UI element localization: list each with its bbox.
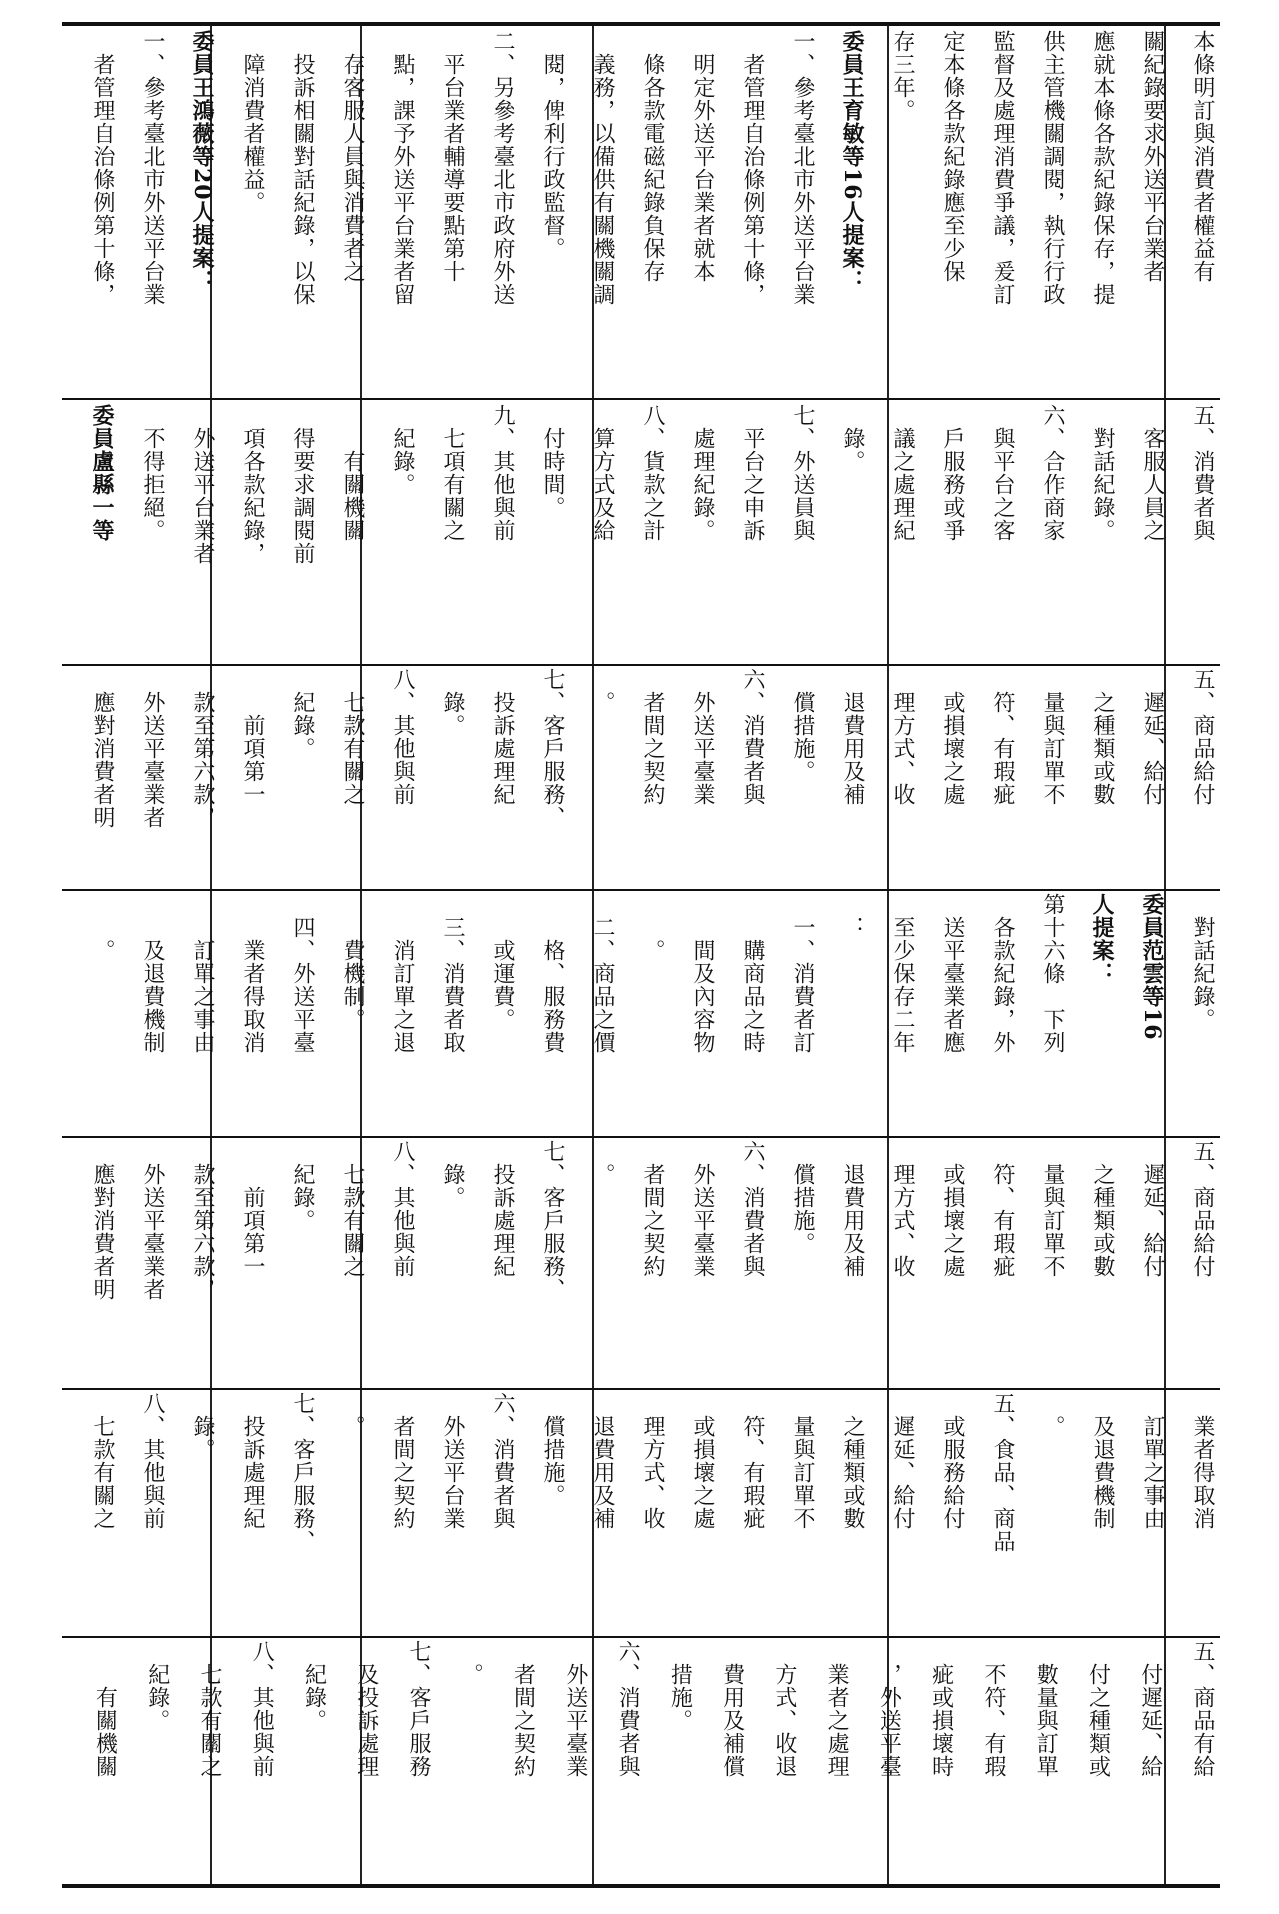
text-line: 委員范雲等16 (1139, 893, 1165, 1041)
text-line: 量與訂單不 (790, 1392, 815, 1530)
text-line: 消訂單之退 (390, 893, 415, 1054)
text-line: 者管理自治條例第十條， (740, 30, 765, 306)
row-separator (62, 664, 1220, 666)
text-line: 五、商品給付 (1190, 1140, 1215, 1278)
text-line: 不符、有瑕 (980, 1640, 1006, 1778)
text-line: 款至第六款， (190, 1140, 215, 1301)
text-line: 六、消費者與 (615, 1640, 641, 1778)
text-line: 或損壞之處 (940, 668, 965, 806)
text-line: 符、有瑕疵 (990, 1140, 1015, 1278)
text-line: 各款紀錄，外 (990, 893, 1015, 1054)
text-line: 者管理自治條例第十條， (90, 30, 115, 306)
text-line: 八、其他與前 (390, 1140, 415, 1278)
text-line: 應就本條各款紀錄保存，提 (1090, 30, 1115, 306)
text-line: 供主管機關調閱，執行行政 (1040, 30, 1065, 306)
text-line: 關紀錄要求外送平台業者 (1140, 30, 1165, 283)
text-line: 錄。 (440, 668, 465, 737)
text-line: ： (840, 893, 865, 939)
text-line: 七款有關之 (340, 1140, 365, 1278)
text-line: 六、消費者與 (490, 1392, 515, 1530)
text-line: 一、參考臺北市外送平台業 (140, 30, 165, 306)
text-line: 退費用及補 (590, 1392, 615, 1530)
text-line: 理方式、收 (640, 1392, 665, 1530)
text-line: 或損壞之處 (690, 1392, 715, 1530)
text-line: 不得拒絕。 (140, 404, 165, 542)
text-line: 應對消費者明 (90, 1140, 115, 1301)
text-line: 款至第六款， (190, 668, 215, 829)
text-line: 。 (458, 1640, 484, 1686)
row-separator (62, 398, 1220, 400)
text-line: 五、商品有給 (1190, 1640, 1215, 1778)
row-separator (62, 1136, 1220, 1138)
text-line: 業者得取消 (1190, 1392, 1215, 1530)
text-line: 七、客戶服務、 (540, 1140, 565, 1301)
text-line: 者間之契約 (510, 1640, 536, 1778)
text-line: 送平臺業者應 (940, 893, 965, 1054)
table-column-5 (62, 404, 1217, 662)
table-column-1 (62, 1392, 1217, 1618)
table-column-2 (62, 1140, 1217, 1360)
text-line: 措施。 (667, 1640, 693, 1732)
text-line: 之種類或數 (1090, 668, 1115, 806)
text-line: 及退費機制 (140, 893, 165, 1054)
text-line: 定本條各款紀錄應至少保 (940, 30, 965, 283)
text-line: 償措施。 (790, 1140, 815, 1255)
text-line: 外送平臺業者 (140, 1140, 165, 1301)
text-line: 八、其他與前 (140, 1392, 165, 1530)
text-line: 有關機關 (92, 1640, 118, 1778)
text-line: 紀錄。 (290, 668, 315, 760)
text-line: 業者之處理 (824, 1640, 850, 1778)
text-line: 二、商品之價 (590, 893, 615, 1054)
text-line: 。 (590, 1140, 615, 1186)
text-line: 對話紀錄。 (1090, 404, 1115, 542)
text-line: 費用及補償 (719, 1640, 745, 1778)
text-line: 障消費者權益。 (240, 30, 265, 214)
text-line: 錄。 (840, 404, 865, 473)
text-line: 退費用及補 (840, 1140, 865, 1278)
text-line: 對話紀錄。 (1190, 893, 1215, 1031)
text-line: 理方式、收 (890, 1140, 915, 1278)
text-line: 償措施。 (790, 668, 815, 783)
text-line: 投訴處理紀 (490, 1140, 515, 1278)
text-line: 者間之契約 (640, 1140, 665, 1278)
text-line: 八、其他與前 (390, 668, 415, 806)
text-line: 紀錄。 (290, 1140, 315, 1232)
text-line: 七、客戶服務、 (540, 668, 565, 829)
text-line: 與平台之客 (990, 404, 1015, 542)
text-line: 付遲延、給 (1137, 1640, 1163, 1778)
text-line: 付之種類或 (1085, 1640, 1111, 1778)
text-line: 點，課予外送平台業者留 (390, 30, 415, 306)
text-line: 五、食品、商品 (990, 1392, 1015, 1553)
text-line: 三、消費者取 (440, 893, 465, 1054)
text-line: 九、其他與前 (490, 404, 515, 542)
row-separator (62, 1388, 1220, 1390)
text-line: 錄。 (190, 1392, 215, 1461)
text-line: 或損壞之處 (940, 1140, 965, 1278)
text-line: 前項第一 (240, 668, 265, 806)
text-line: 之種類或數 (840, 1392, 865, 1530)
text-line: 外送平台業 (440, 1392, 465, 1530)
text-line: 六、消費者與 (740, 1140, 765, 1278)
text-line: 償措施。 (540, 1392, 565, 1507)
text-line: 投訴處理紀 (240, 1392, 265, 1530)
text-line: 紀錄。 (144, 1640, 170, 1732)
text-line: 前項第一 (240, 1140, 265, 1278)
text-line: 間及內容物 (690, 893, 715, 1054)
text-line: 投訴處理紀 (490, 668, 515, 806)
text-line: 八、其他與前 (249, 1640, 275, 1778)
table-column-0 (62, 1640, 1217, 1880)
text-line: 至少保存二年 (890, 893, 915, 1054)
text-line: 七、外送員與 (790, 404, 815, 542)
text-line: 量與訂單不 (1040, 1140, 1065, 1278)
text-line: 格、服務費 (540, 893, 565, 1054)
text-line: 一、消費者訂 (790, 893, 815, 1054)
text-line: 數量與訂單 (1033, 1640, 1059, 1778)
text-line: 外送平台業者 (190, 404, 215, 565)
text-line: 存客服人員與消費者之 (340, 30, 365, 283)
text-line: 或服務給付 (940, 1392, 965, 1530)
text-line: 遲延、給付 (1140, 1140, 1165, 1278)
text-line: 退費用及補 (840, 668, 865, 806)
text-line: 符、有瑕疵 (990, 668, 1015, 806)
text-line: 七項有關之 (440, 404, 465, 542)
text-line: 項各款紀錄， (240, 404, 265, 565)
text-line: 六、消費者與 (740, 668, 765, 806)
text-line: 五、商品給付 (1190, 668, 1215, 806)
text-line: 議之處理紀 (890, 404, 915, 542)
text-line: 平台之申訴 (740, 404, 765, 542)
text-line: 七、客戶服務 (406, 1640, 432, 1778)
text-line: 七款有關之 (196, 1640, 222, 1778)
row-separator (62, 1636, 1220, 1638)
text-line: 外送平臺業 (690, 1140, 715, 1278)
text-line: 處理紀錄。 (690, 404, 715, 542)
text-line: 外送平臺業 (562, 1640, 588, 1778)
table-column-4 (62, 668, 1217, 888)
text-line: 義務，以備供有關機關調 (590, 30, 615, 306)
text-line: 五、消費者與 (1190, 404, 1215, 542)
text-line: 者間之契約 (390, 1392, 415, 1530)
text-line: 明定外送平台業者就本 (690, 30, 715, 283)
text-line: 委員王鴻薇等20人提案： (189, 30, 215, 293)
text-line: 條各款電磁紀錄負保存 (640, 30, 665, 283)
text-line: 六、合作商家 (1040, 404, 1065, 542)
text-line: 符、有瑕疵 (740, 1392, 765, 1530)
row-separator (62, 889, 1220, 891)
text-line: 者間之契約 (640, 668, 665, 806)
text-line: 付時間。 (540, 404, 565, 519)
text-line: 或運費。 (490, 893, 515, 1031)
text-line: 監督及處理消費爭議，爰訂 (990, 30, 1015, 306)
text-line: 一、參考臺北市外送平台業 (790, 30, 815, 306)
text-line: 七款有關之 (90, 1392, 115, 1530)
text-line: 錄。 (440, 1140, 465, 1209)
text-line: 之種類或數 (1090, 1140, 1115, 1278)
text-line: 七、客戶服務、 (290, 1392, 315, 1553)
text-line: 外送平臺業 (690, 668, 715, 806)
text-line: 人提案： (1089, 893, 1115, 985)
text-line: 紀錄。 (390, 404, 415, 496)
text-line: 有關機關 (340, 404, 365, 542)
text-line: 紀錄。 (301, 1640, 327, 1732)
text-line: 費機制。 (340, 893, 365, 1031)
text-line: 平台業者輔導要點第十 (440, 30, 465, 283)
text-line: 委員王育敏等16人提案： (839, 30, 865, 293)
text-line: 。 (590, 668, 615, 714)
text-line: 理方式、收 (890, 668, 915, 806)
text-line: 訂單之事由 (1140, 1392, 1165, 1530)
text-line: 訂單之事由 (190, 893, 215, 1054)
text-line: 。 (340, 1392, 365, 1438)
text-line: 四、外送平臺 (290, 893, 315, 1054)
text-line: 應對消費者明 (90, 668, 115, 829)
text-line: 第十六條 下列 (1040, 893, 1065, 1054)
text-line: 。 (90, 893, 115, 962)
text-line: 外送平臺業者 (140, 668, 165, 829)
table-column-3 (62, 893, 1217, 1133)
text-line: 量與訂單不 (1040, 668, 1065, 806)
text-line: 。 (1040, 1392, 1065, 1438)
text-line: 投訴相關對話紀錄，以保 (290, 30, 315, 306)
text-line: 本條明訂與消費者權益有 (1190, 30, 1215, 283)
text-line: 客服人員之 (1140, 404, 1165, 542)
text-line: 八、貨款之計 (640, 404, 665, 542)
text-line: 閱，俾利行政監督。 (540, 30, 565, 260)
text-line: 得要求調閱前 (290, 404, 315, 565)
text-line: 戶服務或爭 (940, 404, 965, 542)
text-line: 及退費機制 (1090, 1392, 1115, 1530)
text-line: 遲延、給付 (890, 1392, 915, 1530)
text-line: 疵或損壞時 (928, 1640, 954, 1778)
text-line: 。 (640, 893, 665, 962)
text-line: 二、另參考臺北市政府外送 (490, 30, 515, 306)
text-line: 七款有關之 (340, 668, 365, 806)
text-line: 委員盧縣一等 (89, 404, 115, 542)
text-line: 及投訴處理 (353, 1640, 379, 1778)
text-line: 算方式及給 (590, 404, 615, 542)
text-line: 購商品之時 (740, 893, 765, 1054)
text-line: ，外送平臺 (876, 1640, 902, 1778)
text-line: 業者得取消 (240, 893, 265, 1054)
text-line: 遲延、給付 (1140, 668, 1165, 806)
text-line: 方式、收退 (771, 1640, 797, 1778)
text-line: 存三年。 (890, 30, 915, 122)
